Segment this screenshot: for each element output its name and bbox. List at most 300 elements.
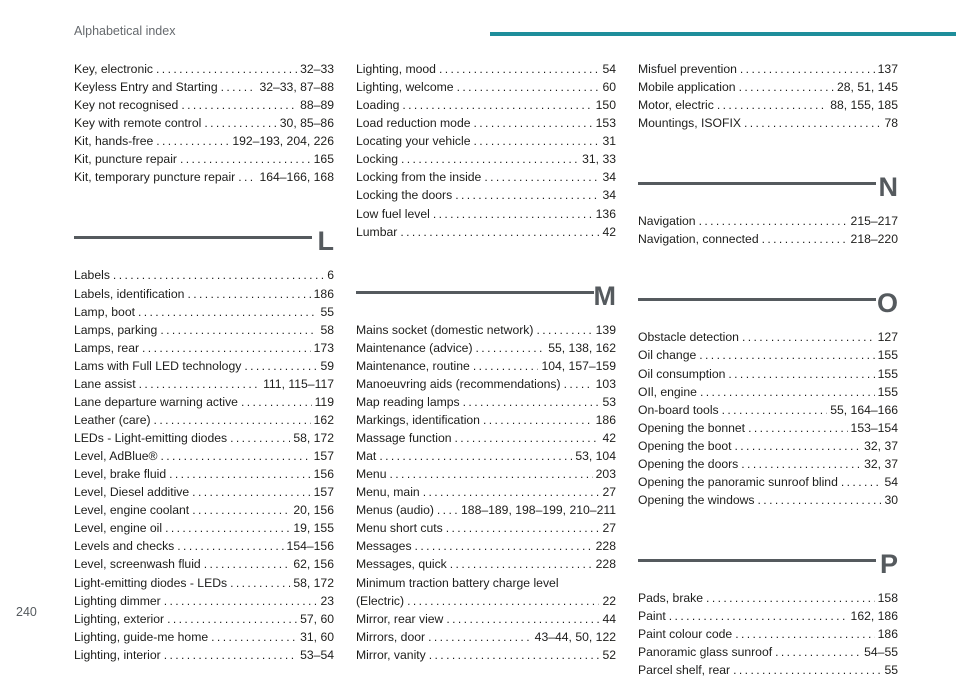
index-entry-term: (Electric) <box>356 593 405 608</box>
index-entry[interactable] <box>356 357 616 375</box>
dot-leader <box>741 455 861 473</box>
index-entry-term: Mirror, rear view <box>356 611 444 626</box>
index-entry-term: Mains socket (domestic network) <box>356 322 534 337</box>
index-entry-pages[interactable]: 203 <box>595 467 616 482</box>
index-entry-pages[interactable]: 28, 51, 145 <box>837 80 898 95</box>
index-entry-term: Menu short cuts <box>356 521 443 536</box>
index-entry-term: OIl, engine <box>638 384 697 399</box>
index-entry[interactable] <box>638 346 898 364</box>
index-entry-term: Opening the bonnet <box>638 420 746 435</box>
index-entry-pages[interactable]: 54 <box>602 62 616 76</box>
index-entry-term: Lams with Full LED technology <box>74 358 242 373</box>
index-entry[interactable] <box>638 78 898 96</box>
section-letter: L <box>317 226 334 257</box>
index-entry-term: LEDs - Light-emitting diodes <box>74 431 228 445</box>
index-entry-pages[interactable]: 165 <box>313 152 334 167</box>
index-entry-pages[interactable]: 228 <box>595 557 616 572</box>
index-entry-term: Level, screenwash fluid <box>74 557 201 572</box>
index-entry[interactable] <box>638 625 898 643</box>
index-entry[interactable] <box>356 132 616 150</box>
index-section-l <box>74 216 334 663</box>
index-entry-term: Mirrors, door <box>356 629 426 644</box>
index-entry[interactable] <box>638 607 898 625</box>
index-entry[interactable] <box>356 501 616 519</box>
index-entry-pages[interactable]: 31, 33 <box>582 152 616 167</box>
dot-leader <box>762 230 848 248</box>
index-entry-pages[interactable]: 55, 164–166 <box>830 402 898 417</box>
index-entry-pages[interactable]: 60 <box>602 80 616 95</box>
index-entry-term: Panoramic glass sunroof <box>638 645 773 660</box>
index-entry[interactable] <box>356 375 616 393</box>
dot-leader <box>221 78 257 96</box>
dot-leader <box>429 646 600 664</box>
index-entry[interactable] <box>638 455 898 473</box>
index-entry-term: Level, AdBlue® <box>74 449 158 464</box>
index-entry-pages[interactable]: 88–89 <box>300 98 334 113</box>
index-entry-pages[interactable]: 52 <box>602 647 616 662</box>
index-entry-term: Level, brake fluid <box>74 467 167 482</box>
index-entry-term: Keyless Entry and Starting <box>74 80 218 95</box>
index-entry[interactable] <box>74 168 334 186</box>
dot-leader <box>446 519 600 537</box>
dot-leader <box>735 625 874 643</box>
index-entry-pages[interactable]: 127 <box>877 330 898 345</box>
dot-leader <box>474 132 600 150</box>
dot-leader <box>161 447 311 465</box>
dot-leader <box>211 628 297 646</box>
index-entry-term: Lamps, parking <box>74 322 158 337</box>
index-entry[interactable] <box>356 429 616 447</box>
index-entry-pages[interactable]: 53 <box>602 394 616 409</box>
dot-leader <box>742 328 875 346</box>
index-entry-term: Low fuel level <box>356 206 430 221</box>
index-entry-term: Labels <box>74 268 110 283</box>
index-entry-pages[interactable]: 32–33 <box>300 62 334 76</box>
index-entry-pages[interactable]: 27 <box>602 521 616 536</box>
index-entry[interactable] <box>74 339 334 357</box>
index-entry-term: Pads, brake <box>638 591 704 605</box>
index-entry-term: Mat <box>356 449 377 464</box>
dot-leader <box>700 383 875 401</box>
index-entry-pages[interactable]: 186 <box>313 286 334 301</box>
dot-leader <box>390 465 593 483</box>
dot-leader <box>699 346 874 364</box>
index-entry-pages[interactable]: 150 <box>595 98 616 113</box>
index-entry-pages[interactable]: 137 <box>877 62 898 76</box>
index-entry-pages[interactable]: 58, 172 <box>293 575 334 590</box>
index-entry-term: Key with remote control <box>74 116 202 131</box>
index-entry-pages[interactable]: 31 <box>602 134 616 149</box>
index-section-n <box>638 162 898 248</box>
index-entry[interactable] <box>74 375 334 393</box>
index-entry-pages[interactable]: 55, 138, 162 <box>548 340 616 355</box>
index-entry[interactable] <box>74 357 334 375</box>
index-entry-pages[interactable]: 136 <box>595 206 616 221</box>
section-heading <box>638 162 898 212</box>
index-entry-term: Navigation <box>638 214 696 229</box>
index-entry[interactable] <box>356 447 616 465</box>
dot-leader <box>775 643 861 661</box>
index-entry-pages[interactable]: 192–193, 204, 226 <box>232 134 334 149</box>
index-entry-term: Key, electronic <box>74 62 154 76</box>
index-entry[interactable] <box>74 646 334 664</box>
index-entry-term: Parcel shelf, rear <box>638 663 731 678</box>
index-entry-pages[interactable]: 32, 37 <box>864 438 898 453</box>
index-entry[interactable] <box>356 519 616 537</box>
index-entry-term: Mountings, ISOFIX <box>638 116 741 131</box>
section-letter: P <box>879 549 898 579</box>
index-entry-term: Levels and checks <box>74 539 175 554</box>
index-entry-term: Markings, identification <box>356 412 480 427</box>
index-column-2 <box>356 60 616 664</box>
index-entry-pages[interactable]: 156 <box>313 467 334 482</box>
index-entry-term: Lighting, guide-me home <box>74 629 209 644</box>
index-entry-pages[interactable]: 44 <box>602 611 616 626</box>
index-entry-pages[interactable]: 186 <box>877 627 898 642</box>
index-entry-pages[interactable]: 27 <box>602 485 616 500</box>
index-entry-pages[interactable]: 157 <box>313 449 334 464</box>
index-entry-pages[interactable]: 53–54 <box>300 647 334 662</box>
index-entry-term: Locking <box>356 152 399 167</box>
dot-leader <box>758 491 882 509</box>
index-entry-pages[interactable]: 42 <box>602 431 616 445</box>
index-entry[interactable] <box>74 519 334 537</box>
index-entry-pages[interactable]: 155 <box>877 348 898 363</box>
index-entry[interactable] <box>638 230 898 248</box>
index-entry[interactable] <box>638 60 898 78</box>
index-entry-term: Lighting, interior <box>74 647 161 662</box>
dot-leader <box>457 78 600 96</box>
index-section-continued <box>638 60 898 132</box>
index-section-m <box>356 271 616 664</box>
index-entry[interactable] <box>356 592 616 610</box>
index-entry[interactable] <box>74 429 334 447</box>
index-entry[interactable] <box>74 501 334 519</box>
index-entry[interactable] <box>356 411 616 429</box>
index-entry-term: Lighting, welcome <box>356 80 454 95</box>
index-entry-pages[interactable]: 111, 115–117 <box>263 376 334 391</box>
index-section-o <box>638 278 898 509</box>
dot-leader <box>379 447 572 465</box>
dot-leader <box>474 114 593 132</box>
index-entry[interactable] <box>74 78 334 96</box>
index-entry[interactable] <box>638 383 898 401</box>
index-entry-term: Lumbar <box>356 224 398 239</box>
index-entry[interactable] <box>74 60 334 78</box>
index-entry[interactable] <box>638 114 898 132</box>
dot-leader <box>192 501 290 519</box>
dot-leader <box>164 592 318 610</box>
index-entry-pages[interactable]: 228 <box>595 539 616 554</box>
dot-leader <box>156 132 229 150</box>
index-entry[interactable] <box>74 628 334 646</box>
index-entry[interactable] <box>638 473 898 491</box>
index-entry-pages[interactable]: 55 <box>884 663 898 678</box>
dot-leader <box>156 60 297 78</box>
dot-leader <box>164 646 297 664</box>
index-entry-pages[interactable]: 88, 155, 185 <box>830 98 898 113</box>
index-entry-term: Lamps, rear <box>74 340 140 355</box>
index-entry-term: Navigation, connected <box>638 232 759 247</box>
index-entry-term-line: Minimum traction battery charge level <box>356 575 559 590</box>
index-entry-term: On-board tools <box>638 402 719 417</box>
dot-leader <box>706 589 875 607</box>
index-entry-pages[interactable]: 34 <box>602 188 616 203</box>
index-entry-pages[interactable]: 157 <box>313 485 334 500</box>
dot-leader <box>739 78 834 96</box>
index-entry[interactable] <box>74 555 334 573</box>
index-entry-term: Opening the boot <box>638 438 732 453</box>
index-entry-pages[interactable]: 78 <box>884 116 898 131</box>
index-entry-pages[interactable]: 215–217 <box>850 214 898 229</box>
index-entry[interactable] <box>638 661 898 679</box>
index-entry-pages[interactable]: 6 <box>327 268 334 283</box>
index-entry-term: Mirror, vanity <box>356 647 426 662</box>
index-entry-pages[interactable]: 55 <box>320 304 334 319</box>
index-entry[interactable] <box>356 168 616 186</box>
dot-leader <box>699 212 848 230</box>
section-heading <box>74 216 334 266</box>
dot-leader <box>230 574 290 592</box>
index-entry-pages[interactable]: 104, 157–159 <box>541 358 616 373</box>
index-entry-term: Lighting dimmer <box>74 593 161 608</box>
index-entry-pages[interactable]: 23 <box>320 593 334 608</box>
index-entry-pages[interactable]: 155 <box>877 366 898 381</box>
index-entry-term: Load reduction mode <box>356 116 471 131</box>
index-entry[interactable] <box>638 365 898 383</box>
index-entry[interactable] <box>74 321 334 339</box>
section-heading <box>356 271 616 321</box>
index-entry[interactable] <box>74 114 334 132</box>
dot-leader <box>740 60 875 78</box>
index-entry-pages[interactable]: 158 <box>877 591 898 605</box>
index-entry-term: Opening the panoramic sunroof blind <box>638 474 838 489</box>
index-entry[interactable] <box>74 150 334 168</box>
index-entry-term: Misfuel prevention <box>638 62 737 76</box>
dot-leader <box>415 537 593 555</box>
dot-leader <box>423 483 600 501</box>
index-entry-pages[interactable]: 54–55 <box>864 645 898 660</box>
index-entry-term: Lane departure warning active <box>74 394 238 409</box>
index-entry[interactable] <box>356 483 616 501</box>
index-entry[interactable] <box>74 465 334 483</box>
index-entry-pages[interactable]: 153–154 <box>850 420 898 435</box>
index-entry[interactable] <box>74 96 334 114</box>
index-entry[interactable] <box>74 574 334 592</box>
index-entry[interactable] <box>356 610 616 628</box>
index-entry-term: Lighting, mood <box>356 62 436 76</box>
index-entry[interactable] <box>74 132 334 150</box>
index-entry[interactable] <box>356 555 616 573</box>
dot-leader <box>428 628 532 646</box>
index-entry-term: Locating your vehicle <box>356 134 471 149</box>
index-entry-term: Light-emitting diodes - LEDs <box>74 575 228 590</box>
index-entry[interactable] <box>74 303 334 321</box>
index-entry[interactable] <box>356 321 616 339</box>
index-entry-pages[interactable]: 153 <box>595 116 616 131</box>
index-entry[interactable] <box>74 610 334 628</box>
dot-leader <box>154 411 311 429</box>
index-entry-pages[interactable]: 119 <box>314 394 334 409</box>
index-entry[interactable] <box>356 60 616 78</box>
dot-leader <box>241 393 312 411</box>
dot-leader <box>728 365 874 383</box>
index-column-3 <box>638 60 898 679</box>
index-entry-pages[interactable]: 19, 155 <box>293 521 334 536</box>
index-entry-pages[interactable]: 30, 85–86 <box>279 116 334 131</box>
index-entry-pages[interactable]: 53, 104 <box>575 449 616 464</box>
index-entry-pages[interactable]: 30 <box>884 492 898 507</box>
index-entry-pages[interactable]: 32–33, 87–88 <box>259 80 334 95</box>
index-entry[interactable] <box>74 447 334 465</box>
dot-leader <box>439 60 599 78</box>
index-entry-pages[interactable]: 186 <box>595 412 616 427</box>
index-entry[interactable] <box>638 589 898 607</box>
index-entry-term: Manoeuvring aids (recommendations) <box>356 376 561 391</box>
index-entry[interactable] <box>638 328 898 346</box>
index-entry-pages[interactable]: 103 <box>595 376 616 391</box>
index-entry-term: Locking the doors <box>356 188 453 203</box>
index-entry-term: Opening the windows <box>638 492 755 507</box>
index-entry-pages[interactable]: 139 <box>595 322 616 337</box>
index-entry[interactable] <box>74 483 334 501</box>
index-entry-term: Lane assist <box>74 376 136 391</box>
section-divider <box>638 298 876 301</box>
index-entry[interactable] <box>356 628 616 646</box>
index-entry-pages[interactable]: 162, 186 <box>850 609 898 624</box>
index-entry-pages[interactable]: 34 <box>602 170 616 185</box>
dot-leader <box>473 357 539 375</box>
index-entry[interactable] <box>356 393 616 411</box>
dot-leader <box>204 555 291 573</box>
index-entry-pages[interactable]: 54 <box>884 474 898 489</box>
index-entry[interactable] <box>74 393 334 411</box>
index-entry[interactable] <box>356 78 616 96</box>
index-entry-pages[interactable]: 31, 60 <box>300 629 334 644</box>
index-entry-term: Lighting, exterior <box>74 611 165 626</box>
dot-leader <box>187 285 310 303</box>
dot-leader <box>450 555 593 573</box>
index-entry[interactable] <box>638 437 898 455</box>
index-entry[interactable] <box>356 537 616 555</box>
index-entry-pages[interactable]: 43–44, 50, 122 <box>534 629 616 644</box>
index-entry[interactable] <box>74 266 334 284</box>
index-section-continued <box>356 60 616 241</box>
index-entry-pages[interactable]: 58, 172 <box>293 431 334 445</box>
index-entry[interactable] <box>356 465 616 483</box>
index-entry-pages[interactable]: 62, 156 <box>293 557 334 572</box>
index-entry-term: Labels, identification <box>74 286 185 301</box>
index-entry-term: Level, Diesel additive <box>74 485 190 500</box>
index-entry-pages[interactable]: 59 <box>320 358 334 373</box>
index-entry-pages[interactable]: 162 <box>313 412 334 427</box>
index-entry-term: Menu, main <box>356 485 420 500</box>
index-entry[interactable] <box>638 212 898 230</box>
index-entry-term: Loading <box>356 98 400 113</box>
section-letter: O <box>876 288 898 319</box>
index-entry-pages[interactable]: 173 <box>313 340 334 355</box>
index-entry-term: Level, engine coolant <box>74 503 190 518</box>
index-entry-term: Key not recognised <box>74 98 179 113</box>
index-entry[interactable] <box>356 646 616 664</box>
dot-leader <box>536 321 592 339</box>
index-entry-pages[interactable]: 188–189, 198–199, 210–211 <box>461 503 616 518</box>
dot-leader <box>733 661 881 679</box>
index-section-p <box>638 539 898 679</box>
index-entry-pages[interactable]: 57, 60 <box>300 611 334 626</box>
index-entry-term: Oil consumption <box>638 366 726 381</box>
index-entry[interactable] <box>638 419 898 437</box>
dot-leader <box>204 114 276 132</box>
index-entry-term: Paint <box>638 609 666 624</box>
index-entry[interactable] <box>74 411 334 429</box>
index-entry-pages[interactable]: 218–220 <box>850 232 898 247</box>
index-entry-term: Obstacle detection <box>638 330 739 345</box>
index-entry[interactable] <box>638 491 898 509</box>
dot-leader <box>169 465 311 483</box>
dot-leader <box>139 375 260 393</box>
index-entry-pages[interactable]: 42 <box>602 224 616 239</box>
index-entry-pages[interactable]: 154–156 <box>286 539 334 554</box>
index-entry-term: Level, engine oil <box>74 521 163 536</box>
dot-leader <box>455 429 600 447</box>
index-entry-term: Lamp, boot <box>74 304 135 319</box>
index-entry-term: Maintenance, routine <box>356 358 470 373</box>
index-entry-term: Paint colour code <box>638 627 733 642</box>
index-entry[interactable] <box>74 537 334 555</box>
index-entry[interactable] <box>638 643 898 661</box>
index-entry[interactable] <box>356 114 616 132</box>
header-accent-bar <box>490 32 956 36</box>
dot-leader <box>483 411 593 429</box>
dot-leader <box>181 96 297 114</box>
dot-leader <box>401 150 579 168</box>
index-entry-term: Locking from the inside <box>356 170 482 185</box>
index-entry-term: Opening the doors <box>638 456 739 471</box>
index-entry[interactable] <box>356 205 616 223</box>
dot-leader <box>192 483 310 501</box>
dot-leader <box>160 321 317 339</box>
dot-leader <box>744 114 881 132</box>
index-entry-pages[interactable]: 164–166, 168 <box>259 170 334 185</box>
index-entry-pages[interactable]: 155 <box>877 384 898 399</box>
index-entry[interactable] <box>356 339 616 357</box>
index-entry-pages[interactable]: 20, 156 <box>293 503 334 518</box>
dot-leader <box>238 168 256 186</box>
dot-leader <box>244 357 317 375</box>
index-entry[interactable] <box>356 96 616 114</box>
index-entry[interactable] <box>356 150 616 168</box>
index-entry-pages[interactable]: 22 <box>602 593 616 608</box>
index-entry[interactable] <box>638 401 898 419</box>
dot-leader <box>142 339 311 357</box>
index-entry[interactable] <box>356 186 616 204</box>
index-entry[interactable] <box>638 96 898 114</box>
dot-leader <box>564 375 593 393</box>
index-entry[interactable] <box>74 592 334 610</box>
index-entry-pages[interactable]: 58 <box>320 322 334 337</box>
index-entry[interactable] <box>74 285 334 303</box>
dot-leader <box>180 150 311 168</box>
dot-leader <box>437 501 458 519</box>
index-entry[interactable] <box>356 223 616 241</box>
index-entry-term: Map reading lamps <box>356 394 460 409</box>
dot-leader <box>446 610 599 628</box>
dot-leader <box>735 437 862 455</box>
dot-leader <box>484 168 599 186</box>
index-entry-term: Kit, hands-free <box>74 134 154 149</box>
index-entry-pages[interactable]: 32, 37 <box>864 456 898 471</box>
